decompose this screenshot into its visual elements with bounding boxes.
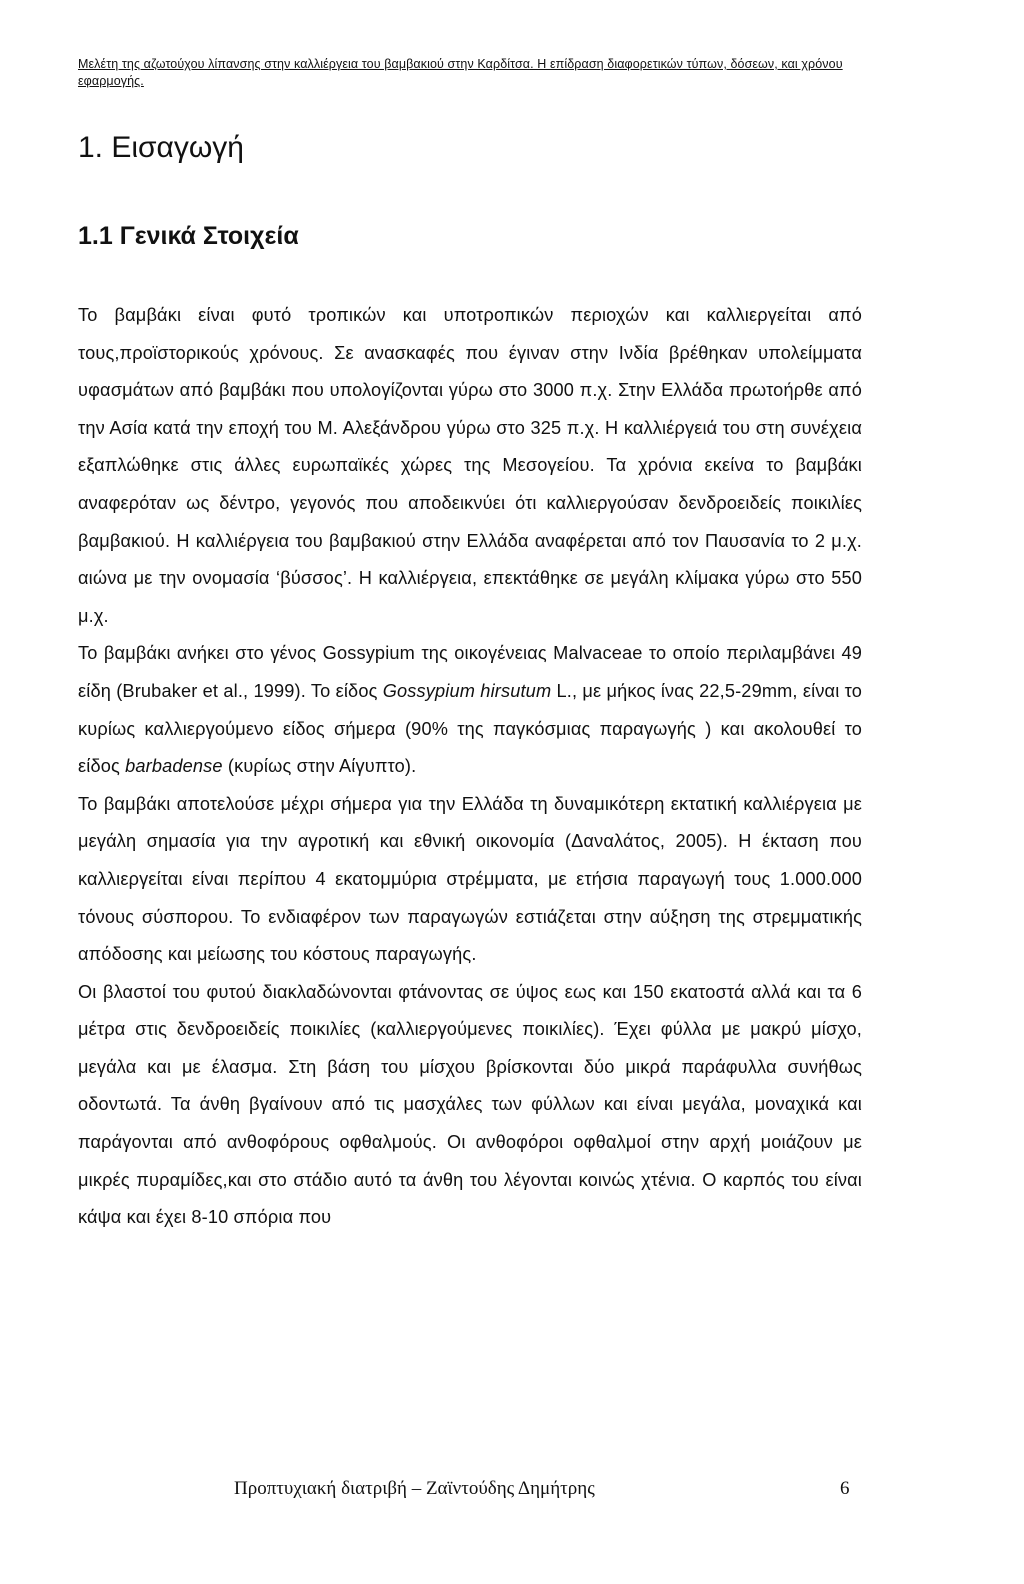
paragraph-morphology: Οι βλαστοί του φυτού διακλαδώνονται φτάνοντας σε ύψος εως και 150 εκατοστά αλλά και τα 6 μέτρα στις δενδροειδείς ποικιλίες (καλλιεργούμενες ποικιλίες). Έχει φύλλα με μακρύ μίσχο, μεγάλα και με έλασμα. Στη βάση του μίσχου βρίσκονται δύο μικρά παράφυλλα συνήθως οδοντωτά. Τα άνθη βγαίνουν από τις μασχάλες των φύλλων και είναι μεγάλα, μοναχικά και παράγονται από ανθοφόρους οφθαλμούς. Οι ανθοφόροι οφθαλμοί στην αρχή μοιάζουν με μικρές πυραμίδες,και στο στάδιο αυτό τα άνθη του λέγονται κοινώς χτένια. Ο καρπός του είναι κάψα και έχει 8-10 σπόρια που	[78, 981, 862, 1228]
taxonomy-text-2: L., με μήκος ίνας 22,5-29mm, είναι το κυρίως καλλιεργούμενο είδος σήμερα (90% της παγκόσμιας παραγωγής ) και ακολουθεί το είδος	[78, 680, 862, 777]
running-header: Μελέτη της αζωτούχου λίπανσης στην καλλιέργεια του βαμβακιού στην Καρδίτσα. Η επίδραση διαφορετικών τύπων, δόσεων, και χρόνου εφαρμογής.	[78, 57, 843, 88]
species-name-hirsutum: Gossypium hirsutum	[382, 680, 552, 701]
chapter-title: 1. Εισαγωγή	[78, 131, 244, 164]
footer-author: Προπτυχιακή διατριβή – Ζαϊντούδης Δημήτρης	[234, 1478, 595, 1499]
taxonomy-text-3: (κυρίως στην Αίγυπτο).	[222, 756, 417, 777]
paragraph-taxonomy	[78, 635, 862, 785]
taxonomy-text-1: Το βαμβάκι ανήκει στο γένος Gossypium της οικογένειας Malvaceae το οποίο περιλαμβάνει 49 είδη (Brubaker et al., 1999). Το είδος	[78, 643, 862, 701]
paragraph-history: Το βαμβάκι είναι φυτό τροπικών και υποτροπικών περιοχών και καλλιεργείται από τους,προϊστορικούς χρόνους. Σε ανασκαφές που έγιναν στην Ινδία βρέθηκαν υπολείμματα υφασμάτων από βαμβάκι που υπολογίζονται γύρω στο 3000 π.χ. Στην Ελλάδα πρωτοήρθε από την Ασία κατά την εποχή του Μ. Αλεξάνδρου γύρω στο 325 π.χ. Η καλλιέργειά του στη συνέχεια εξαπλώθηκε στις άλλες ευρωπαϊκές χώρες της Μεσογείου. Τα χρόνια εκείνα το βαμβάκι αναφερόταν ως δέντρο, γεγονός που αποδεικνύει ότι καλλιεργούσαν δενδροειδείς ποικιλίες βαμβακιού. Η καλλιέργεια του βαμβακιού στην Ελλάδα αναφέρεται από τον Παυσανία το 2 μ.χ. αιώνα με την ονομασία ‘βύσσος’. Η καλλιέργεια, επεκτάθηκε σε μεγάλη κλίμακα γύρω στο 550 μ.χ.	[78, 305, 862, 626]
body-text	[78, 297, 862, 1237]
page-number: 6	[840, 1478, 850, 1499]
section-title: 1.1 Γενικά Στοιχεία	[78, 222, 299, 250]
species-name-barbadense: barbadense	[125, 756, 223, 777]
paragraph-economy: Το βαμβάκι αποτελούσε μέχρι σήμερα για την Ελλάδα τη δυναμικότερη εκτατική καλλιέργεια με μεγάλη σημασία για την αγροτική και εθνική οικονομία (Δαναλάτος, 2005). Η έκταση που καλλιεργείται είναι περίπου 4 εκατομμύρια στρέμματα, με ετήσια παραγωγή τους 1.000.000 τόνους σύσπορου. Το ενδιαφέρον των παραγωγών εστιάζεται στην αύξηση της στρεμματικής απόδοσης και μείωσης του κόστους παραγωγής.	[78, 793, 862, 965]
